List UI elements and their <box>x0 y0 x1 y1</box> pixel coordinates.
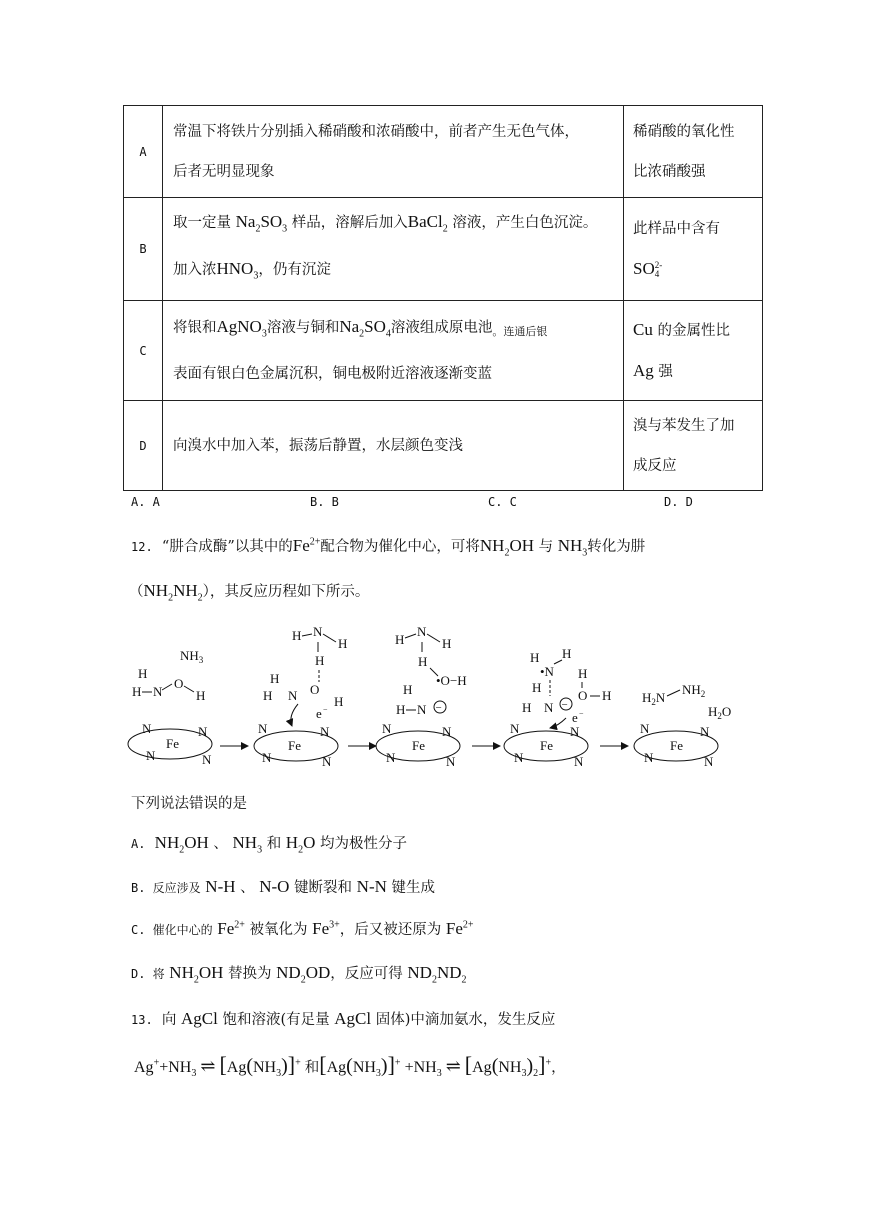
svg-text:N: N <box>288 688 298 703</box>
svg-text:N: N <box>446 754 456 769</box>
q12-option-b: B. 反应涉及 N-H 、 N-O 键断裂和 N-N 键生成 <box>131 877 435 896</box>
formula-sulfate: SO 2- 4 <box>633 259 663 280</box>
operation-text: 向溴水中加入苯，振荡后静置，水层颜色变浅 <box>173 437 463 454</box>
svg-text:N: N <box>442 724 452 739</box>
formula: $HNO_3$ <box>216 259 259 282</box>
conclusion-text: 稀硝酸的氧化性 <box>633 123 735 140</box>
option-d: D. D <box>664 495 693 509</box>
operation-cell <box>163 198 624 301</box>
svg-text:e: e <box>572 710 578 725</box>
svg-text:N: N <box>574 754 584 769</box>
svg-text:N: N <box>146 748 156 763</box>
svg-text:H: H <box>578 666 588 681</box>
operation-text: 将银和AgNO$_3$溶液与铜和$Na_2SO_4$溶液组成原电池$_{。连通后银}$ <box>173 316 548 340</box>
svg-text:−: − <box>435 702 442 714</box>
svg-text:N: N <box>153 684 163 699</box>
svg-text:N: N <box>262 750 272 765</box>
operation-cell <box>163 401 624 491</box>
svg-text:O: O <box>578 688 588 703</box>
svg-text:−: − <box>323 705 328 714</box>
q13-equations: $Ag^++NH_3$ ⇌ $[Ag(NH_3)]^+$ 和$[Ag(NH_3)]^+ +NH_3$ ⇌ $[Ag(NH_3)_2]^+$， <box>134 1052 566 1080</box>
row-label: C <box>124 301 163 401</box>
conclusion-text: Cu 的金属性比 <box>633 319 730 339</box>
svg-text:N: N <box>322 754 332 769</box>
operation-cell <box>163 301 624 401</box>
svg-text:H: H <box>522 700 532 715</box>
operation-text: 取一定量 $Na_2SO_3$ 样品，溶解后加入BaCl$_2$ 溶液，产生白色沉淀。 <box>173 211 598 234</box>
stage-5 <box>634 682 731 769</box>
svg-text:Fe: Fe <box>166 736 179 751</box>
operation-text: 后者无明显现象 <box>173 163 275 180</box>
row-label: D <box>124 401 163 491</box>
svg-text:H: H <box>418 654 428 669</box>
q12-option-c: C. 催化中心的 $Fe^{2+}$ 被氧化为 $Fe^{3+}$，后又被还原为 $Fe^{2+}$ <box>131 919 474 938</box>
svg-text:Fe: Fe <box>288 738 301 753</box>
svg-text:H2N: $H_2N$ <box>642 690 666 707</box>
svg-text:e: e <box>316 706 322 721</box>
svg-text:O: O <box>174 676 184 691</box>
formula: $Na_2SO_3$ <box>235 211 288 234</box>
conclusion-cell <box>624 401 763 491</box>
stage-1 <box>128 648 212 767</box>
svg-text:N: N <box>640 721 650 736</box>
svg-text:N: N <box>202 752 212 767</box>
svg-text:H: H <box>532 680 542 695</box>
conclusion-text: 溴与苯发生了加 <box>633 417 735 434</box>
svg-text:N: N <box>320 724 330 739</box>
experiment-table <box>123 105 763 491</box>
svg-text:NH3: $NH_3$ <box>180 648 204 665</box>
svg-text:N: N <box>514 750 524 765</box>
q12-prompt: 下列说法错误的是 <box>131 796 247 812</box>
formula: BaCl$_2$ <box>407 211 448 234</box>
row-label: A <box>124 106 163 198</box>
svg-text:Fe: Fe <box>670 738 683 753</box>
operation-text: 常温下将铁片分别插入稀硝酸和浓硝酸中，前者产生无色气体， <box>173 123 579 140</box>
svg-text:Fe: Fe <box>540 738 553 753</box>
q13-stem: 13. 向 AgCl 饱和溶液(有足量 AgCl 固体)中滴加氨水，发生反应 <box>131 1009 556 1028</box>
conclusion-text: 成反应 <box>633 457 677 474</box>
svg-text:−: − <box>561 699 568 711</box>
svg-text:H: H <box>263 688 273 703</box>
svg-text:H: H <box>315 653 325 668</box>
svg-text:H: H <box>334 694 344 709</box>
stage-3 <box>376 624 467 769</box>
reaction-mechanism-diagram <box>120 618 760 778</box>
svg-text:H: H <box>396 702 406 717</box>
svg-text:H: H <box>196 688 206 703</box>
table-row <box>124 301 763 401</box>
conclusion-cell <box>624 301 763 401</box>
table-row <box>124 198 763 301</box>
svg-text:H: H <box>403 682 413 697</box>
svg-text:H: H <box>138 666 148 681</box>
svg-text:O: O <box>310 682 320 697</box>
svg-text:Fe: Fe <box>412 738 425 753</box>
option-b: B. B <box>310 495 339 509</box>
svg-text:N: N <box>198 724 208 739</box>
conclusion-cell <box>624 106 763 198</box>
svg-text:H: H <box>530 650 540 665</box>
conclusion-text: 此样品中含有 <box>633 221 720 237</box>
option-c: C. C <box>488 495 517 509</box>
conclusion-text: 比浓硝酸强 <box>633 163 706 180</box>
q12-option-a: A. $NH_2OH$ 、 $NH_3$ 和 $H_2O$ 均为极性分子 <box>131 833 407 856</box>
conclusion-cell <box>624 198 763 301</box>
q12-option-d: D. 将 $NH_2OH$ 替换为 $ND_2OD$，反应可得 $ND_2ND_2$ <box>131 963 467 986</box>
row-label: B <box>124 198 163 301</box>
svg-text:H2O: $H_2O$ <box>708 704 732 721</box>
svg-text:N: N <box>258 721 268 736</box>
table-row <box>124 106 763 198</box>
conclusion-text: Ag 强 <box>633 360 673 380</box>
svg-text:N: N <box>510 721 520 736</box>
svg-text:N: N <box>704 754 714 769</box>
q12-stem-line1: 12. “肼合成酶”以其中的$Fe^{2+}$配合物为催化中心，可将$NH_2OH$ 与 $NH_3$转化为肼 <box>131 536 646 559</box>
svg-text:N: N <box>544 700 554 715</box>
svg-text:N: N <box>570 724 580 739</box>
q12-stem-line2: $(NH_2NH_2)$，其反应历程如下所示。 <box>129 581 370 604</box>
operation-text: 表面有银白色金属沉积，铜电极附近溶液逐渐变蓝 <box>173 366 492 383</box>
svg-text:N: N <box>313 624 323 639</box>
stage-2 <box>254 624 347 769</box>
svg-text:H: H <box>395 632 405 647</box>
svg-text:H: H <box>562 646 572 661</box>
svg-text:H: H <box>602 688 612 703</box>
svg-text:H: H <box>442 636 452 651</box>
svg-text:NH2: $NH_2$ <box>682 682 706 699</box>
svg-text:N: N <box>382 721 392 736</box>
svg-text:H: H <box>270 671 280 686</box>
svg-text:N: N <box>142 721 152 736</box>
svg-text:N: N <box>417 624 427 639</box>
svg-text:H: H <box>292 628 302 643</box>
svg-text:N: N <box>417 702 427 717</box>
operation-cell <box>163 106 624 198</box>
svg-text:N: N <box>644 750 654 765</box>
svg-text:H: H <box>132 684 142 699</box>
svg-text:−: − <box>579 709 584 718</box>
stage-4 <box>504 646 611 769</box>
svg-text:N: N <box>386 750 396 765</box>
operation-text: 加入浓$HNO_3$，仍有沉淀 <box>173 259 331 282</box>
svg-text:N: N <box>700 724 710 739</box>
svg-text:•N: •N <box>540 664 554 679</box>
svg-text:H: H <box>338 636 348 651</box>
svg-text:•O−H: •O−H <box>436 673 467 688</box>
table-row <box>124 401 763 491</box>
option-a: A. A <box>131 495 160 509</box>
